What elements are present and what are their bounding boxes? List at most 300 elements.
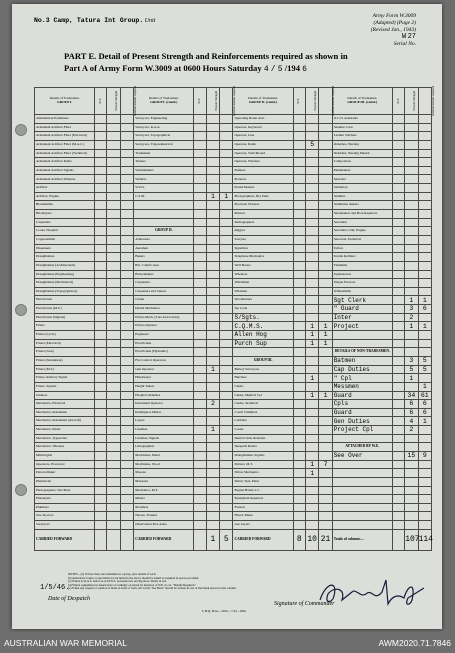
we-cell [95, 460, 107, 469]
trade-label: Wagon Erectors [332, 279, 392, 288]
present-cell [206, 460, 219, 469]
col-header-present: Present Strength [405, 88, 418, 115]
reinf-cell [120, 417, 133, 426]
trade-entry: Cpls [332, 400, 392, 409]
reinf-cell: 5 [418, 365, 431, 374]
trade-label: Well Borers [233, 261, 293, 270]
col-header-reinf: Reinforcements required [418, 88, 431, 115]
reinf-cell [220, 123, 233, 132]
we-cell [194, 166, 206, 175]
we-cell [392, 460, 404, 469]
reinf-cell [319, 512, 332, 521]
present-cell: 2 [405, 313, 418, 322]
present-cell: 1 [206, 192, 219, 201]
reinf-cell [120, 296, 133, 305]
col-header-details: Details of Tradesmen. GROUP III. (contd.) [332, 88, 392, 115]
trade-label: W.O.S. [134, 184, 194, 193]
we-cell [293, 279, 305, 288]
group-heading: GROUP III. [233, 356, 293, 365]
reinf-cell: 1 [220, 192, 233, 201]
we-cell [293, 123, 305, 132]
trade-label: Saddlers [332, 192, 392, 201]
we-cell [392, 451, 404, 460]
present-cell [305, 503, 318, 512]
trade-label: Steamer Crew [332, 123, 392, 132]
reinf-cell [418, 270, 431, 279]
present-cell [107, 115, 120, 124]
we-cell [293, 426, 305, 435]
table-row [35, 374, 432, 383]
reinf-cell [418, 132, 431, 141]
we-cell [95, 443, 107, 452]
table-row [35, 175, 432, 184]
we-cell [95, 123, 107, 132]
reinf-cell [220, 434, 233, 443]
reinf-cell [120, 175, 133, 184]
trade-label: Draughtsmen (Architectural) [35, 261, 95, 270]
reinf-cell [220, 305, 233, 314]
present-cell [405, 218, 418, 227]
present-cell [107, 512, 120, 521]
reinf-cell [319, 166, 332, 175]
trade-label: Fitters (Gun) [35, 348, 95, 357]
reinf-cell [220, 495, 233, 504]
punch-hole [15, 124, 27, 136]
present-cell [206, 166, 219, 175]
we-cell [194, 451, 206, 460]
we-cell [194, 521, 206, 530]
reinf-cell [120, 123, 133, 132]
present-cell [206, 443, 219, 452]
trade-label: Operating Room Asst. [233, 115, 293, 124]
trade-label: Pattern Maker [35, 469, 95, 478]
trade-label: Watchmakers [134, 166, 194, 175]
present-cell [206, 417, 219, 426]
trade-label: Photographers, Dry Plate [233, 192, 293, 201]
reinf-cell [120, 244, 133, 253]
reinf-cell [120, 382, 133, 391]
trade-label: Telephone Mechanics [233, 253, 293, 262]
reinf-cell [319, 400, 332, 409]
we-cell [293, 313, 305, 322]
we-cell [392, 218, 404, 227]
reinf-cell [319, 408, 332, 417]
present-cell [405, 512, 418, 521]
form-reference [371, 13, 416, 48]
trade-label: Draughtsmen [35, 253, 95, 262]
we-cell [293, 469, 305, 478]
present-cell [305, 235, 318, 244]
we-cell [293, 356, 305, 365]
trade-label: Carpenters [134, 279, 194, 288]
reinf-cell [120, 460, 133, 469]
table-row [35, 287, 432, 296]
present-cell [107, 365, 120, 374]
reinf-cell [220, 408, 233, 417]
we-cell [95, 469, 107, 478]
present-cell [305, 210, 318, 219]
trade-label: Tinsmiths [332, 261, 392, 270]
trade-label: Welders [134, 175, 194, 184]
trade-label: Electricians [35, 296, 95, 305]
we-cell [194, 261, 206, 270]
reinf-cell [220, 175, 233, 184]
present-cell [107, 417, 120, 426]
reinf-cell [319, 495, 332, 504]
table-row [35, 253, 432, 262]
reinf-cell [120, 521, 133, 530]
present-cell: 1 [206, 426, 219, 435]
present-cell [206, 503, 219, 512]
reinf-cell [120, 132, 133, 141]
table-row [35, 365, 432, 374]
date-day: 4 [263, 65, 269, 74]
reinf-cell [319, 218, 332, 227]
present-cell [206, 184, 219, 193]
present-cell: 15 [405, 451, 418, 460]
present-cell: 5 [305, 140, 318, 149]
reinf-cell [319, 426, 332, 435]
present-cell [305, 175, 318, 184]
reinf-cell [220, 374, 233, 383]
col-header-we: W.E. [293, 88, 305, 115]
trade-label: Glaziers [35, 391, 95, 400]
we-cell [392, 227, 404, 236]
col-header-we: W.E. [95, 88, 107, 115]
trade-entry: S/Sgts. [233, 313, 293, 322]
we-cell [392, 140, 404, 149]
we-cell [194, 382, 206, 391]
reinf-cell [120, 391, 133, 400]
we-cell [95, 192, 107, 201]
we-cell [392, 322, 404, 331]
table-row [35, 486, 432, 495]
reinf-cell [418, 374, 431, 383]
trade-label: Orderlies, Nursing Mental [332, 149, 392, 158]
week-number: 27 [407, 33, 416, 41]
we-cell [293, 210, 305, 219]
reinf-cell [120, 279, 133, 288]
reinf-cell [220, 426, 233, 435]
reinf-cell [319, 279, 332, 288]
reinf-cell [220, 443, 233, 452]
table-row [35, 305, 432, 314]
reinf-cell [220, 184, 233, 193]
we-cell [293, 382, 305, 391]
present-cell [107, 123, 120, 132]
trade-label: O.C.O. Assistants [332, 115, 392, 124]
trade-entry: Gen Duties [332, 417, 392, 426]
cf-c3-present: 10 [305, 529, 318, 550]
present-cell [305, 261, 318, 270]
carried-forward-row [35, 529, 432, 550]
we-cell [95, 434, 107, 443]
we-cell [95, 417, 107, 426]
present-cell [206, 287, 219, 296]
trade-label: Bat. Comd's Asst. [134, 261, 194, 270]
we-cell [194, 140, 206, 149]
reinf-cell [120, 503, 133, 512]
strength-table [34, 86, 435, 551]
we-cell [293, 184, 305, 193]
we-cell [95, 503, 107, 512]
trade-label: Linemen, Signals [134, 434, 194, 443]
cf-extra: 8 [293, 529, 305, 550]
we-cell [392, 305, 404, 314]
trade-label: Driver-Operator [134, 322, 194, 331]
we-cell [293, 374, 305, 383]
we-cell [392, 149, 404, 158]
we-cell [293, 261, 305, 270]
trade-label: Electricians (M.T.) [35, 305, 95, 314]
we-cell [392, 192, 404, 201]
col-header-details: Details of Tradesmen. GROUP I. [35, 88, 95, 115]
cf-c4-reinf: 114 [418, 529, 431, 550]
trade-label [332, 469, 392, 478]
trade-label: Mechanics, Radio [35, 426, 95, 435]
present-cell [206, 339, 219, 348]
trade-label: Platelayers [35, 495, 95, 504]
trade-label: Coach Trimmers [233, 408, 293, 417]
we-cell [194, 322, 206, 331]
we-cell [392, 166, 404, 175]
reinf-cell [319, 469, 332, 478]
trade-label: Pioneers [233, 175, 293, 184]
reinf-cell [220, 227, 233, 236]
trade-label: Fitters (M.T.) [35, 365, 95, 374]
table-row [35, 261, 432, 270]
we-cell [95, 477, 107, 486]
table-row [35, 132, 432, 141]
trade-label: Mechanics, Wireless [35, 443, 95, 452]
col-header-we: W.E. [194, 88, 206, 115]
table-row [35, 235, 432, 244]
trade-label: Storemen, Unit, Engine [332, 227, 392, 236]
we-cell [194, 477, 206, 486]
reinf-cell [418, 244, 431, 253]
trade-label: Moulders [134, 503, 194, 512]
we-cell [392, 331, 404, 340]
present-cell [405, 434, 418, 443]
we-cell [293, 391, 305, 400]
reinf-cell [319, 158, 332, 167]
present-cell [305, 296, 318, 305]
reinf-cell [120, 322, 133, 331]
trade-label: Armament Artificer Fitter (Electrical) [35, 132, 95, 141]
we-cell [293, 296, 305, 305]
reinf-cell [418, 123, 431, 132]
we-cell [95, 253, 107, 262]
reinf-cell [319, 486, 332, 495]
archive-footer [0, 632, 455, 653]
we-cell [293, 166, 305, 175]
we-cell [194, 400, 206, 409]
trade-label: Operator, Keyboard [233, 123, 293, 132]
trade-label: Riggers [233, 227, 293, 236]
present-cell [107, 175, 120, 184]
reinf-cell [319, 451, 332, 460]
reinf-cell [418, 166, 431, 175]
trade-label: Dental Clerk Orderlies [233, 434, 293, 443]
present-cell [206, 253, 219, 262]
trade-label: Surveyors, Engineering [134, 115, 194, 124]
form-page [12, 4, 442, 629]
group-heading: ATTACHED BY W.E. [332, 443, 392, 452]
we-cell [392, 469, 404, 478]
present-cell [107, 339, 120, 348]
form-line-1: Army Form W.3009 [372, 13, 416, 19]
reinf-cell [120, 400, 133, 409]
table-row [35, 227, 432, 236]
reinf-cell [120, 477, 133, 486]
trade-label: Electricians (Hydraulic) [134, 348, 194, 357]
reinf-cell [220, 201, 233, 210]
trade-label [134, 210, 194, 219]
trade-label [134, 201, 194, 210]
we-cell [392, 115, 404, 124]
reinf-cell: 1 [418, 296, 431, 305]
cf-c2-present: 1 [206, 529, 219, 550]
we-cell [392, 279, 404, 288]
table-row [35, 400, 432, 409]
present-cell [107, 132, 120, 141]
present-cell [206, 201, 219, 210]
trade-label: Intelligence Duties [134, 408, 194, 417]
present-cell [305, 166, 318, 175]
reinf-cell [418, 227, 431, 236]
reinf-cell [418, 210, 431, 219]
we-cell [194, 356, 206, 365]
table-row [35, 322, 432, 331]
table-row [35, 166, 432, 175]
reinf-cell [418, 184, 431, 193]
trade-entry: Project Cpl [332, 426, 392, 435]
trade-entry: Allen Hog [233, 331, 293, 340]
reinf-cell [418, 348, 431, 357]
trade-label: Tailors [332, 244, 392, 253]
group-heading: GROUP II. [134, 227, 194, 236]
present-cell [405, 339, 418, 348]
col-header-reinf: Reinforcements required [319, 88, 332, 115]
trade-label: Woodturners [233, 296, 293, 305]
we-cell [194, 296, 206, 305]
present-cell [405, 460, 418, 469]
present-cell [405, 287, 418, 296]
present-cell [107, 503, 120, 512]
reinf-cell [418, 434, 431, 443]
reinf-cell [418, 115, 431, 124]
reinf-cell [120, 512, 133, 521]
despatch-date: 1/5/46. [40, 584, 70, 592]
we-cell [293, 140, 305, 149]
reinf-cell [220, 313, 233, 322]
present-cell [405, 486, 418, 495]
archive-name: AUSTRALIAN WAR MEMORIAL [4, 638, 127, 648]
we-cell [293, 521, 305, 530]
present-cell [305, 451, 318, 460]
reinf-cell [319, 434, 332, 443]
we-cell [194, 426, 206, 435]
present-cell [305, 253, 318, 262]
present-cell [107, 356, 120, 365]
reinf-cell [120, 365, 133, 374]
reinf-cell [220, 253, 233, 262]
present-cell: 1 [305, 374, 318, 383]
table-row [35, 296, 432, 305]
reinf-cell [220, 365, 233, 374]
we-cell [194, 434, 206, 443]
reinf-cell [319, 192, 332, 201]
we-cell [95, 261, 107, 270]
present-cell [206, 158, 219, 167]
present-cell: 1 [305, 331, 318, 340]
we-cell [293, 408, 305, 417]
trade-label: Bricklayers [35, 210, 95, 219]
we-cell [293, 512, 305, 521]
table-row [35, 123, 432, 132]
col-header-details: Details of Tradesmen. GROUP II. (contd.) [233, 88, 293, 115]
present-cell [206, 244, 219, 253]
trade-entry: Purch Sup [233, 339, 293, 348]
we-cell [95, 210, 107, 219]
we-cell [392, 512, 404, 521]
we-cell [194, 313, 206, 322]
table-row [35, 279, 432, 288]
trade-label: Printers [233, 210, 293, 219]
present-cell [107, 149, 120, 158]
we-cell [392, 443, 404, 452]
present-cell [107, 201, 120, 210]
reinf-cell [319, 374, 332, 383]
present-cell [405, 279, 418, 288]
archive-reference: AWM2020.71.7846 [378, 638, 451, 648]
present-cell [206, 123, 219, 132]
reinf-cell [120, 443, 133, 452]
reinf-cell [120, 469, 133, 478]
cf-c2-reinf: 5 [220, 529, 233, 550]
we-cell [194, 374, 206, 383]
we-cell [293, 201, 305, 210]
present-cell [405, 521, 418, 530]
we-cell [392, 356, 404, 365]
table-row [35, 339, 432, 348]
reinf-cell [120, 348, 133, 357]
trade-label: Surveyors [35, 521, 95, 530]
trade-label: Signallers [233, 244, 293, 253]
present-cell [305, 218, 318, 227]
we-cell [95, 227, 107, 236]
totals-note: Totals of columns ... [332, 529, 392, 550]
we-cell [392, 348, 404, 357]
we-cell [392, 296, 404, 305]
table-row [35, 348, 432, 357]
trade-label: Driver Mechanics [233, 469, 293, 478]
reinf-cell [220, 451, 233, 460]
trade-label: Stewards, Technical [332, 235, 392, 244]
reinf-cell [220, 132, 233, 141]
reinf-cell [319, 287, 332, 296]
we-cell [194, 279, 206, 288]
trade-label: Stretcher [332, 175, 392, 184]
table-row [35, 192, 432, 201]
reinf-cell [120, 426, 133, 435]
cf-c4-present: 107 [405, 529, 418, 550]
present-cell [206, 227, 219, 236]
present-cell [107, 469, 120, 478]
trade-label: Sgt Cook [233, 305, 293, 314]
we-cell [194, 305, 206, 314]
present-cell [305, 512, 318, 521]
